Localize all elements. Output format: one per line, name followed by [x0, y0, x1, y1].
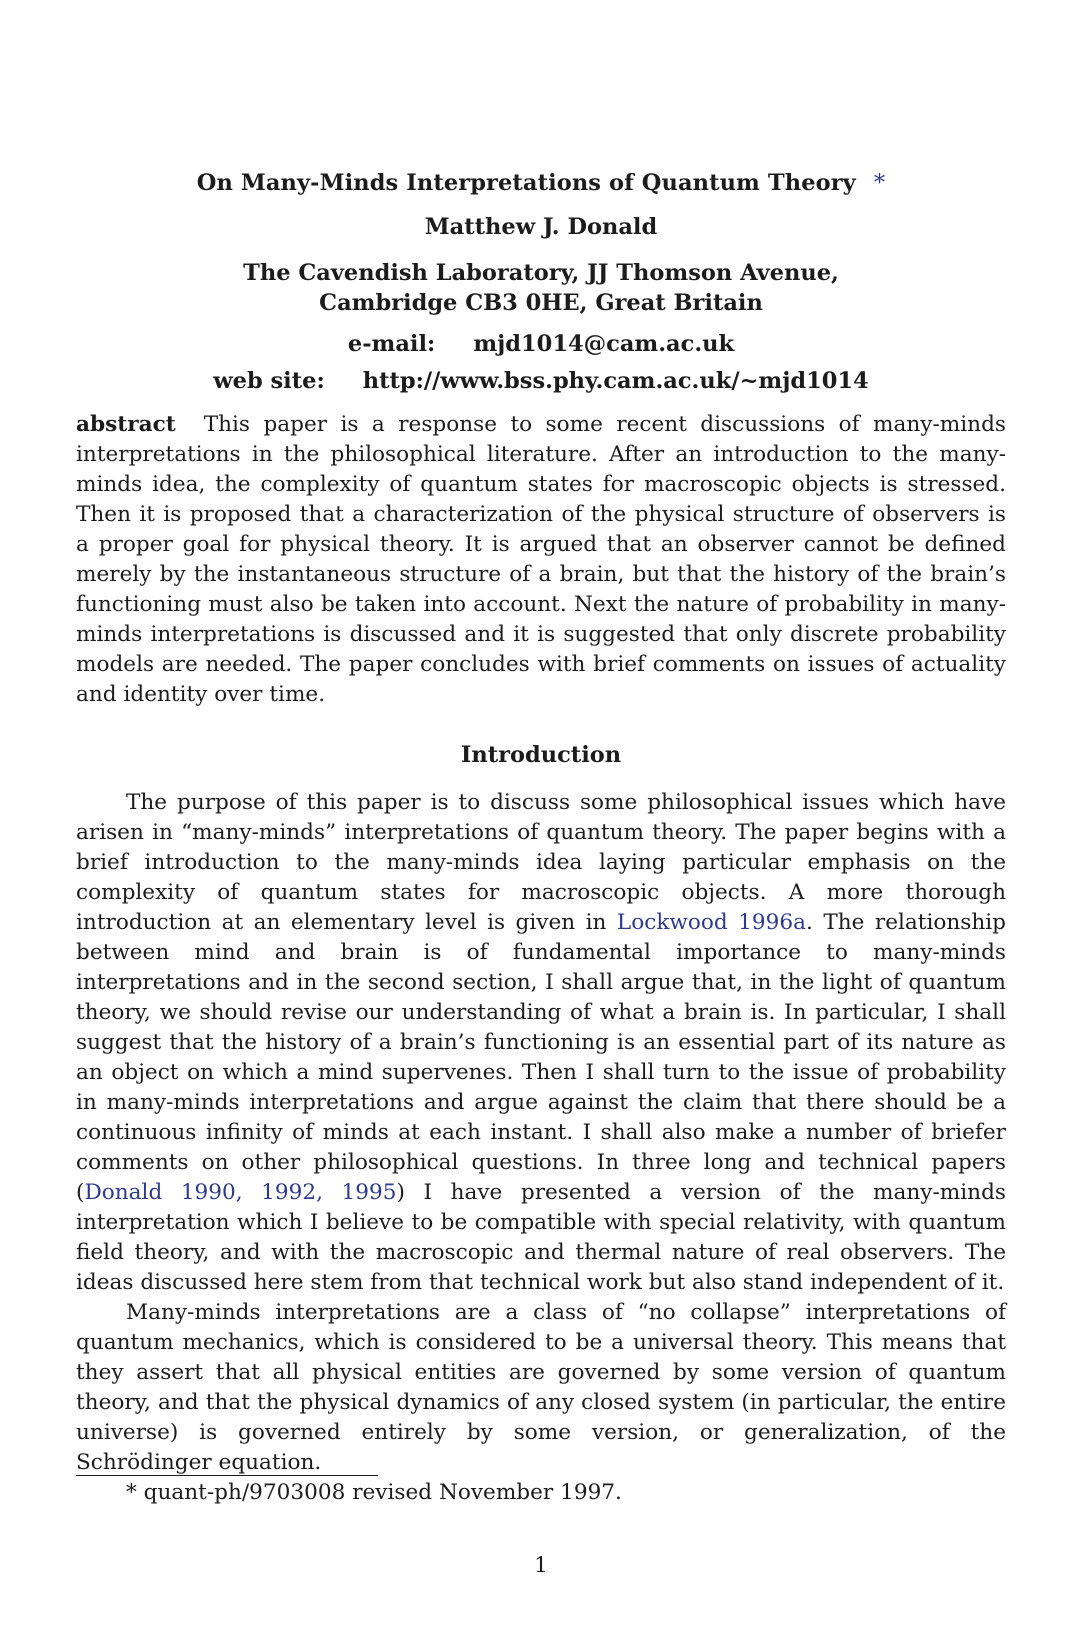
- abstract: [76, 410, 1006, 710]
- footnote-text: quant-ph/9703008 revised November 1997.: [143, 1480, 622, 1505]
- email-row: [76, 331, 1006, 357]
- website-label: web site:: [213, 368, 325, 394]
- section-heading-introduction: Introduction: [460, 742, 622, 768]
- affiliation-line-2: Cambridge CB3 0HE, Great Britain: [319, 290, 763, 316]
- website-row: [76, 368, 1006, 394]
- abstract-text: This paper is a response to some recent discussions of many-minds interpretations in the philosophical literature. After an introduction to the many-minds idea, the complexity of quantum states for macroscopic objects is stressed. Then it is proposed that a characterization of the physical structure of observers is a proper goal for physical theory. It is argued that an observer cannot be defined merely by the instantaneous structure of a brain, but that the history of the brain’s functioning must also be taken into account. Next the nature of probability in many-minds interpretations is discussed and it is suggested that only discrete probability models are needed. The paper concludes with brief comments on issues of actuality and identity over time.: [76, 412, 1006, 707]
- footnote-mark: *: [126, 1480, 137, 1505]
- website-value: http://www.bss.phy.cam.ac.uk/~mjd1014: [362, 368, 869, 394]
- footnote-divider: [76, 1475, 378, 1476]
- paragraph-1-text-c: ) I have presented a version of the many-minds interpretation which I believe to be compatible with special relativity, with quantum field theory, and with the macroscopic and thermal nature of real observers. The ideas discussed here stem from that technical work but also stand independent of it.: [76, 1180, 1006, 1295]
- email-label: e-mail:: [347, 331, 436, 357]
- title-footnote-link[interactable]: *: [873, 170, 886, 196]
- introduction-body: [76, 788, 1006, 1478]
- abstract-label: abstract: [76, 412, 176, 437]
- author-name: Matthew J. Donald: [424, 214, 658, 240]
- paragraph-2: Many-minds interpretations are a class of “no collapse” interpretations of quantum mechanics, which is considered to be a universal theory. This means that they assert that all physical entities are governed by some version of quantum theory, and that the physical dynamics of any closed system (in particular, the entire universe) is governed entirely by some version, or generalization, of the Schrödinger equation.: [76, 1300, 1006, 1475]
- affiliation: [76, 258, 1006, 318]
- citation-link-lockwood[interactable]: Lockwood 1996a: [616, 910, 807, 935]
- title-text: On Many-Minds Interpretations of Quantum Theory: [196, 170, 856, 196]
- footnote: [126, 1478, 622, 1508]
- paper-title: [76, 170, 1006, 196]
- paragraph-1-text-a: The purpose of this paper is to discuss some philosophical issues which have arisen in “many-minds” interpretations of quantum theory. The paper begins with a brief introduction to the many-minds idea laying particular emphasis on the complexity of quantum states for macroscopic objects. A more thorough introduction at an elementary level is given in: [76, 790, 1006, 935]
- paragraph-1-text-b: . The relationship between mind and brain is of fundamental importance to many-minds interpretations and in the second section, I shall argue that, in the light of quantum theory, we should revise our understanding of what a brain is. In particular, I shall suggest that the history of a brain’s functioning is an essential part of its nature as an object on which a mind supervenes. Then I shall turn to the issue of probability in many-minds interpretations and argue against the claim that there should be a continuous infinity of minds at each instant. I shall also make a number of briefer comments on other philosophical questions. In three long and technical papers (: [76, 910, 1006, 1205]
- affiliation-line-1: The Cavendish Laboratory, JJ Thomson Avenue,: [243, 260, 839, 286]
- page-number: 1: [534, 1553, 548, 1578]
- paragraph-1: [76, 788, 1006, 1298]
- email-value: mjd1014@cam.ac.uk: [473, 331, 735, 357]
- citation-link-donald[interactable]: Donald 1990, 1992, 1995: [84, 1180, 397, 1205]
